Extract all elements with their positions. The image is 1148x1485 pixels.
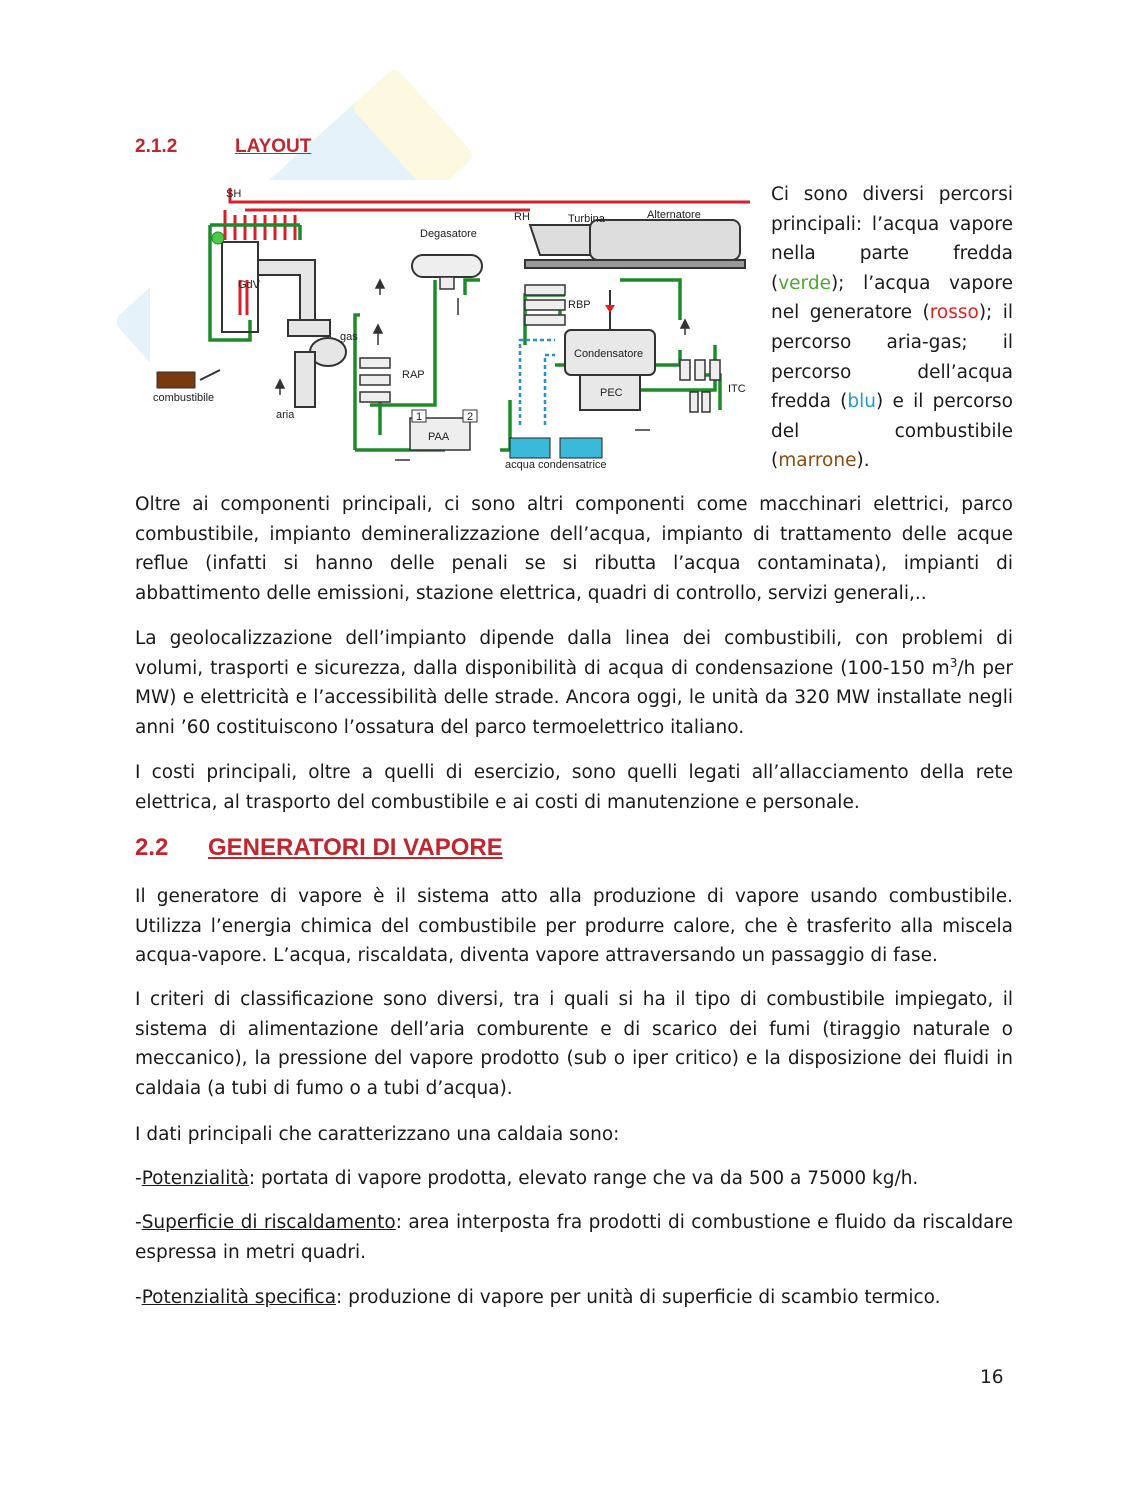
list-item-potenzialita-specifica [135,1283,1013,1313]
caption-text: ) e il percorso del combustibile ( [771,391,1013,472]
list-item-text [135,1164,1013,1194]
label-gas: gas [340,331,358,343]
caption-text: ); l’acqua vapore nel generatore ( [771,272,1013,324]
dash: - [135,1168,142,1189]
definition: : produzione di vapore per unità di superficie di scambio termico. [336,1287,941,1308]
section-heading-2-1-2 [135,136,311,158]
page-number: 16 [980,1367,1004,1388]
section-title: LAYOUT [235,136,312,157]
term: Superficie di riscaldamento [141,1212,396,1233]
superscript: 3 [949,655,958,670]
label-condensatore: Condensatore [574,348,644,360]
paragraph-geolocation [135,624,1013,742]
label-alternatore: Alternatore [647,209,701,221]
label-combustibile: combustibile [153,392,215,404]
label-turbina: Turbina [568,213,605,225]
label-itc: ITC [728,383,746,395]
section-number: 2.2 [135,834,169,861]
dash: - [135,1287,142,1308]
list-item-superficie [135,1208,1013,1267]
dash: - [135,1212,142,1233]
label-pump-2: 2 [467,411,474,423]
term: Potenzialità specifica [141,1287,337,1308]
caption-text: ). [856,450,870,472]
label-gdv: GdV [238,279,261,291]
definition: : portata di vapore prodotta, elevato range che va da 500 a 75000 kg/h. [248,1168,919,1189]
paragraph-costs [135,758,1013,817]
label-pec: PEC [600,387,623,399]
paragraph-main-data [135,1120,1013,1150]
color-word-red: rosso [929,302,979,324]
label-paa: PAA [428,431,450,443]
paragraph-classification [135,985,1013,1103]
label-degasatore: Degasatore [420,228,477,240]
paragraph-text: Oltre ai componenti principali, ci sono altri componenti come macchinari elettrici, parco combustibile, impianto demineralizzazione dell’acqua, impianto di trattamento delle acque reflue (infatti si hanno delle penali se si ributta l’acqua contaminata), impianti di abbattimento delle emissioni, stazione elettrica, quadri di controllo, servizi generali,.. [135,494,1013,604]
text-run: /h per MW) e elettricità e l’accessibilità delle strade. Ancora oggi, le unità da 320 MW installate negli anni ’60 costituiscono l’ossatura del parco termoelettrico italiano. [135,657,1013,738]
label-rap: RAP [402,369,425,381]
color-word-brown: marrone [778,450,857,472]
caption-text: Ci sono diversi percorsi principali: l’acqua vapore nella parte fredda ( [771,184,1013,294]
color-word-green: verde [778,272,831,294]
plant-layout-diagram [150,180,754,472]
color-word-blue: blu [847,391,876,413]
paragraph-components [135,490,1013,608]
section-number: 2.1.2 [135,136,178,157]
label-rbp: RBP [568,299,591,311]
diagram-caption [771,180,1013,476]
paragraph-text [135,624,1013,742]
list-item-potenzialita [135,1164,1013,1194]
paragraph-text: I costi principali, oltre a quelli di esercizio, sono quelli legati all’allacciamento della rete elettrica, al trasporto del combustibile e ai costi di manutenzione e personale. [135,762,1013,813]
label-sh: SH [226,188,242,200]
label-rh: RH [514,211,530,223]
term: Potenzialità [141,1168,249,1189]
label-acqua-condensatrice: acqua condensatrice [505,459,607,471]
paragraph-text: I dati principali che caratterizzano una caldaia sono: [135,1124,620,1145]
paragraph-definition [135,882,1013,971]
paragraph-text: I criteri di classificazione sono diversi, tra i quali si ha il tipo di combustibile impiegato, il sistema di alimentazione dell’aria comburente e di scarico dei fumi (tiraggio naturale o meccanico), la pressione del vapore prodotto (sub o iper critico) e la disposizione dei fluidi in caldaia (a tubi di fumo o a tubi d’acqua). [135,989,1013,1099]
definition: : area interposta fra prodotti di combustione e fluido da riscaldare espressa in metri quadri. [135,1212,1013,1263]
list-item-text [135,1208,1013,1267]
label-aria: aria [276,409,295,421]
section-title: GENERATORI DI VAPORE [208,834,503,861]
paragraph-text: Il generatore di vapore è il sistema atto alla produzione di vapore usando combustibile. Utilizza l’energia chimica del combustibile per produrre calore, che è trasferito alla miscela acqua-vapore. L’acqua, riscaldata, diventa vapore attraversando un passaggio di fase. [135,886,1013,967]
list-item-text [135,1283,1013,1313]
text-run: La geolocalizzazione dell’impianto dipende dalla linea dei combustibili, con problemi di volumi, trasporti e sicurezza, dalla disponibilità di acqua di condensazione (100-150 m [135,628,1013,679]
caption-text: ); il percorso aria-gas; il percorso dell’acqua fredda ( [771,302,1013,413]
label-pump-1: 1 [416,411,423,423]
section-heading-2-2 [135,834,503,862]
